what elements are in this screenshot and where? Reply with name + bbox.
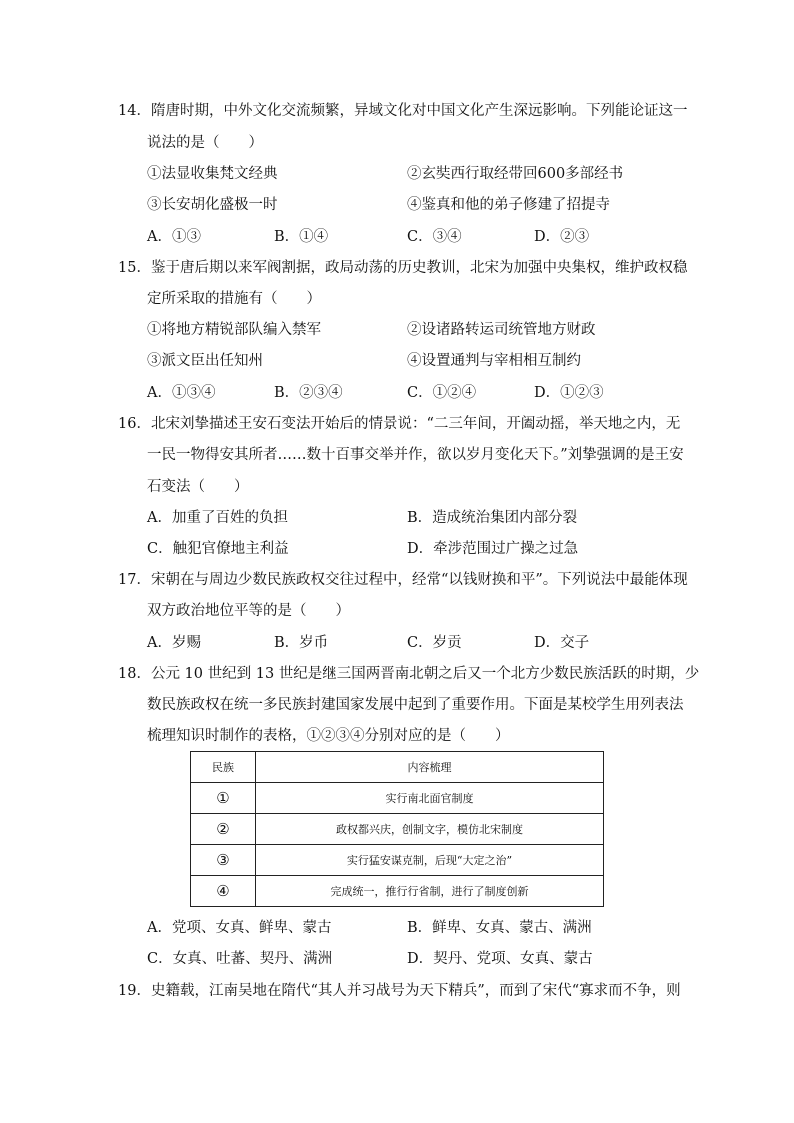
question-14-stem-line-1: 14．隋唐时期，中外文化交流频繁，异域文化对中国文化产生深远影响。下列能论证这一 [118, 103, 688, 119]
question-17-option-d[interactable]: D．交子 [534, 635, 590, 651]
question-15-stem-line-1: 15．鉴于唐后期以来军阀割据，政局动荡的历史教训，北宋为加强中央集权，维护政权稳 [118, 260, 688, 276]
table-row [191, 845, 604, 876]
question-18-option-a[interactable]: A．党项、女真、鲜卑、蒙古 [147, 920, 332, 936]
table-header-ethnicity: 民族 [191, 752, 256, 783]
table-cell-marker: ③ [191, 845, 256, 876]
question-17-option-b[interactable]: B．岁币 [274, 635, 329, 651]
table-cell-marker: ④ [191, 876, 256, 907]
question-14-option-d[interactable]: D．②③ [534, 229, 590, 245]
question-18-stem-line-2: 数民族政权在统一多民族封建国家发展中起到了重要作用。下面是某校学生用列表法 [147, 697, 684, 713]
table-row [191, 814, 604, 845]
question-14-option-c[interactable]: C．③④ [407, 229, 462, 245]
question-15-stem-line-2: 定所采取的措施有（ ） [147, 291, 321, 307]
question-15-option-d[interactable]: D．①②③ [534, 385, 604, 401]
question-16-option-b[interactable]: B．造成统治集团内部分裂 [407, 510, 578, 526]
question-18-stem-line-3: 梳理知识时制作的表格，①②③④分别对应的是（ ） [147, 728, 510, 744]
question-17-stem-line-1: 17．宋朝在与周边少数民族政权交往过程中，经常“以钱财换和平”。下列说法中最能体现 [118, 572, 688, 588]
question-16-option-d[interactable]: D．牵涉范围过广操之过急 [407, 541, 579, 557]
table-header-content: 内容梳理 [256, 752, 604, 783]
question-14-option-a[interactable]: A．①③ [147, 229, 201, 245]
table-cell-content: 实行南北面官制度 [256, 783, 604, 814]
question-15-statement-4: ④设置通判与宰相相互制约 [407, 353, 581, 369]
table-row [191, 783, 604, 814]
question-14-statement-1: ①法显收集梵文经典 [147, 166, 278, 182]
question-18-stem-line-1: 18．公元 10 世纪到 13 世纪是继三国两晋南北朝之后又一个北方少数民族活跃的时期，少 [118, 666, 700, 682]
question-17-stem-line-2: 双方政治地位平等的是（ ） [147, 603, 350, 619]
question-18-option-c[interactable]: C．女真、吐蕃、契丹、满洲 [147, 951, 333, 967]
question-14-stem-line-2: 说法的是（ ） [147, 135, 263, 151]
question-16-stem-line-2: 一民一物得安其所者……数十百事交举并作，欲以岁月变化天下。”刘挚强调的是王安 [147, 447, 684, 463]
question-14-statement-4: ④鉴真和他的弟子修建了招提寺 [407, 197, 610, 213]
table-cell-marker: ① [191, 783, 256, 814]
knowledge-table [190, 751, 604, 907]
table-cell-marker: ② [191, 814, 256, 845]
question-15-option-c[interactable]: C．①②④ [407, 385, 477, 401]
table-row [191, 876, 604, 907]
question-17-option-a[interactable]: A．岁赐 [147, 635, 201, 651]
question-15-statement-2: ②设诸路转运司统管地方财政 [407, 322, 596, 338]
question-15-statement-3: ③派文臣出任知州 [147, 353, 263, 369]
question-19-stem-line-1: 19．史籍载，江南吴地在隋代“其人并习战号为天下精兵”，而到了宋代“寡求而不争，则 [118, 983, 681, 999]
question-16-option-c[interactable]: C．触犯官僚地主利益 [147, 541, 289, 557]
question-15-option-b[interactable]: B．②③④ [274, 385, 343, 401]
question-14-option-b[interactable]: B．①④ [274, 229, 329, 245]
question-15-statement-1: ①将地方精锐部队编入禁军 [147, 322, 321, 338]
question-16-stem-line-3: 石变法（ ） [147, 479, 249, 495]
question-18-option-b[interactable]: B．鲜卑、女真、蒙古、满洲 [407, 920, 592, 936]
question-18-option-d[interactable]: D．契丹、党项、女真、蒙古 [407, 951, 593, 967]
question-15-option-a[interactable]: A．①③④ [147, 385, 216, 401]
table-cell-content: 实行猛安谋克制，后现“大定之治” [256, 845, 604, 876]
table-header-row [191, 752, 604, 783]
question-17-option-c[interactable]: C．岁贡 [407, 635, 462, 651]
question-14-statement-2: ②玄奘西行取经带回600多部经书 [407, 166, 624, 182]
question-14-statement-3: ③长安胡化盛极一时 [147, 197, 278, 213]
question-16-option-a[interactable]: A．加重了百姓的负担 [147, 510, 288, 526]
question-16-stem-line-1: 16．北宋刘挚描述王安石变法开始后的情景说：“二三年间，开阖动摇，举天地之内，无 [118, 416, 681, 432]
table-cell-content: 政权都兴庆，创制文字，模仿北宋制度 [256, 814, 604, 845]
table-cell-content: 完成统一，推行行省制，进行了制度创新 [256, 876, 604, 907]
